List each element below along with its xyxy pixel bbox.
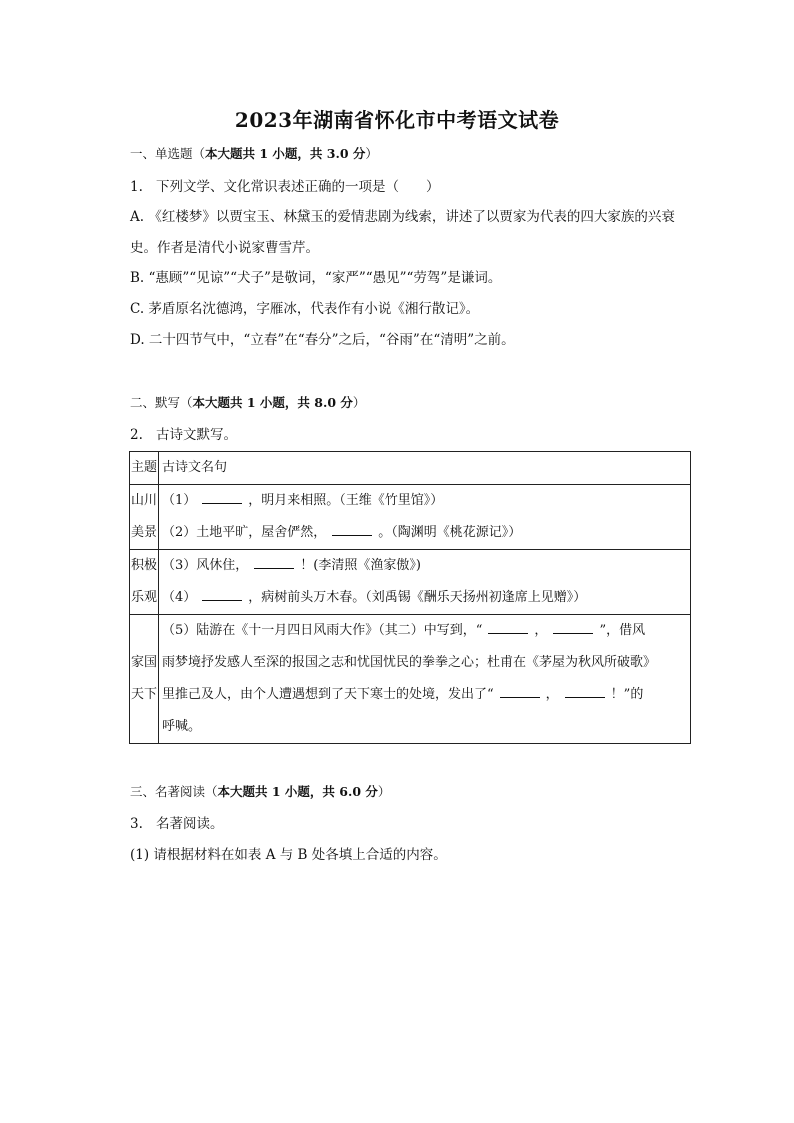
question-3: [130, 815, 224, 833]
poem-text: （3）风休住，: [162, 558, 249, 573]
question-stem: 下列文学、文化常识表述正确的一项是（ ）: [156, 179, 440, 195]
poem-text: ！(李清照《渔家傲》): [300, 558, 421, 573]
poem-text: 里推己及人，由个人遭遇想到了天下寒士的处境，发出了“: [162, 687, 494, 702]
question-stem: 古诗文默写。: [156, 427, 237, 443]
fill-blank[interactable]: [488, 619, 528, 634]
option-a-line1: A. 《红楼梦》以贾宝玉、林黛玉的爱情悲剧为线索，讲述了以贾家为代表的四大家族的兴衰: [130, 209, 675, 225]
theme-line: 乐观: [131, 590, 158, 605]
option-a-line2: 史。作者是清代小说家曹雪芹。: [130, 240, 319, 256]
section-heading-1: [130, 145, 378, 163]
poem-line: 雨梦境抒发感人至深的报国之志和忧国忧民的拳拳之心；杜甫在《茅屋为秋风所破歌》: [162, 655, 657, 670]
poetry-table: [129, 451, 691, 744]
theme-line: 美景: [131, 525, 158, 540]
fill-blank[interactable]: [202, 489, 242, 504]
poem-line: [162, 582, 687, 614]
fill-blank[interactable]: [553, 619, 593, 634]
option-c: C. 茅盾原名沈德鸿，字雁冰，代表作有小说《湘行散记》。: [130, 301, 480, 317]
poem-line: [162, 615, 687, 647]
theme-line: 积极: [131, 558, 158, 573]
option-d: D. 二十四节气中，“立春”在“春分”之后，“谷雨”在“清明”之前。: [130, 332, 515, 348]
question-number: 2.: [130, 427, 143, 443]
section-heading-prefix: 一、单选题（: [130, 146, 206, 161]
table-row: [130, 550, 691, 615]
poem-text: （2）土地平旷，屋舍俨然，: [162, 525, 327, 540]
poem-line: 呼喊。: [162, 719, 202, 734]
poem-line: [162, 679, 687, 711]
poem-text: ，: [534, 623, 548, 638]
question-stem: 名著阅读。: [156, 816, 224, 832]
fill-blank[interactable]: [565, 683, 605, 698]
fill-blank[interactable]: [202, 586, 242, 601]
poem-line: [162, 550, 687, 582]
section-heading-info: 本大题共 1 小题，共 8.0 分: [192, 395, 353, 410]
section-heading-prefix: 二、默写（: [130, 395, 193, 410]
page-title: 2023年湖南省怀化市中考语文试卷: [234, 108, 560, 132]
section-heading-suffix: ）: [365, 146, 378, 161]
theme-line: 山川: [131, 493, 158, 508]
poem-text: ”，借风: [599, 623, 646, 638]
section-heading-suffix: ）: [352, 395, 366, 410]
fill-blank[interactable]: [254, 554, 294, 569]
section-heading-prefix: 三、名著阅读（: [130, 784, 218, 799]
table-content-cell: [159, 615, 691, 744]
sub-question-1: (1) 请根据材料在如表 A 与 B 处各填上合适的内容。: [130, 847, 447, 863]
question-1: [130, 178, 440, 196]
section-heading-2: [130, 394, 365, 412]
table-theme-cell: [130, 485, 159, 550]
question-number: 3.: [130, 816, 143, 832]
option-b: B. “惠顾”“见谅”“犬子”是敬词，“家严”“愚见”“劳驾”是谦词。: [130, 270, 502, 286]
section-heading-3: [130, 783, 390, 801]
section-heading-info: 本大题共 1 小题，共 3.0 分: [205, 146, 366, 161]
poem-line: [162, 485, 687, 517]
poem-text: ，: [545, 687, 559, 702]
table-theme-cell: [130, 550, 159, 615]
table-theme-cell: [130, 615, 159, 744]
question-number: 1.: [130, 179, 143, 195]
poem-text: （1）: [162, 493, 197, 508]
fill-blank[interactable]: [500, 683, 540, 698]
poem-text: ，明月来相照。（王维《竹里馆》）: [248, 493, 444, 508]
section-heading-info: 本大题共 1 小题，共 6.0 分: [217, 784, 378, 799]
section-heading-suffix: ）: [377, 784, 391, 799]
table-row: [130, 485, 691, 550]
fill-blank[interactable]: [332, 521, 372, 536]
poem-text: ，病树前头万木春。（刘禹锡《酬乐天扬州初逢席上见赠》）: [248, 590, 587, 605]
poem-text: ！”的: [610, 687, 644, 702]
table-header-content: 古诗文名句: [159, 452, 691, 485]
table-content-cell: [159, 485, 691, 550]
theme-line: 天下: [131, 687, 158, 702]
poem-line: [162, 517, 687, 549]
poem-text: （4）: [162, 590, 197, 605]
question-2: [130, 426, 237, 444]
table-header-row: [130, 452, 691, 485]
theme-line: 家国: [131, 655, 158, 670]
poem-text: （5）陆游在《十一月四日风雨大作》（其二）中写到，“: [162, 623, 483, 638]
table-header-theme: 主题: [130, 452, 159, 485]
poem-text: 。（陶渊明《桃花源记》）: [378, 525, 522, 540]
table-content-cell: [159, 550, 691, 615]
table-row: [130, 615, 691, 744]
